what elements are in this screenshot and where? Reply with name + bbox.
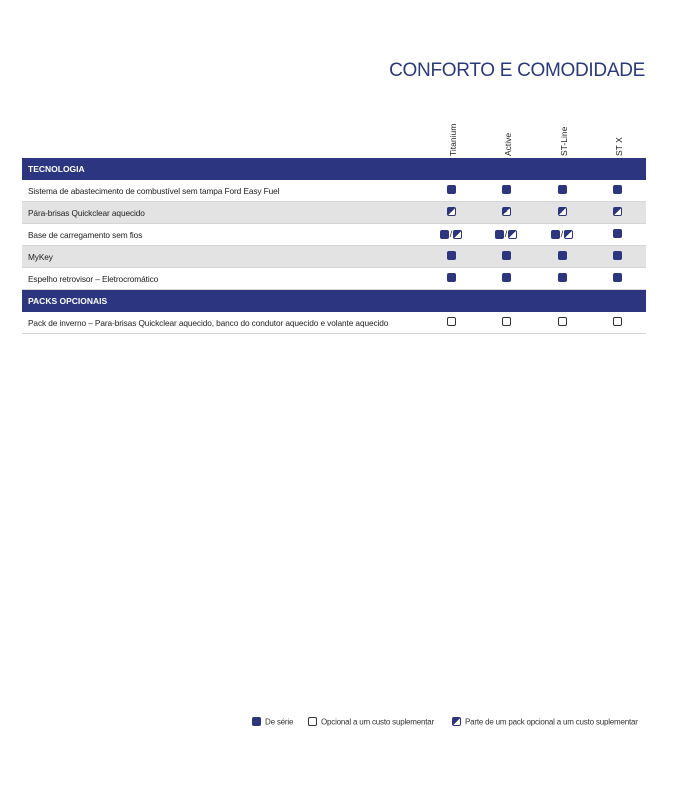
standard-icon xyxy=(440,230,449,239)
cell xyxy=(491,273,521,285)
section-heading-packs-opcionais: PACKS OPCIONAIS xyxy=(22,290,646,312)
pack-icon xyxy=(452,717,461,726)
standard-icon xyxy=(551,230,560,239)
standard-icon xyxy=(495,230,504,239)
row-label: Pára-brisas Quickclear aquecido xyxy=(28,208,145,218)
standard-icon xyxy=(558,251,567,260)
legend-optional: Opcional a um custo suplementar xyxy=(308,717,434,726)
legend-pack: Parte de um pack opcional a um custo suplementar xyxy=(452,717,638,726)
pack-icon xyxy=(564,230,573,239)
section-heading-tecnologia: TECNOLOGIA xyxy=(22,158,646,180)
cell xyxy=(602,317,632,329)
pack-icon xyxy=(502,207,511,216)
standard-icon xyxy=(502,273,511,282)
pack-icon xyxy=(613,207,622,216)
standard-icon xyxy=(558,273,567,282)
table-row xyxy=(22,268,646,290)
feature-table xyxy=(22,158,646,334)
standard-icon xyxy=(558,185,567,194)
cell xyxy=(602,251,632,263)
optional-icon xyxy=(558,317,567,326)
cell xyxy=(491,207,521,219)
standard-icon xyxy=(502,185,511,194)
column-header-st-x: ST X xyxy=(614,137,624,156)
cell xyxy=(436,207,466,219)
cell xyxy=(436,251,466,263)
pack-icon xyxy=(508,230,517,239)
standard-icon xyxy=(613,185,622,194)
table-row xyxy=(22,312,646,334)
cell xyxy=(436,229,466,241)
standard-icon xyxy=(613,251,622,260)
cell xyxy=(436,273,466,285)
cell xyxy=(602,273,632,285)
pack-icon xyxy=(447,207,456,216)
optional-icon xyxy=(502,317,511,326)
cell xyxy=(547,207,577,219)
cell xyxy=(491,317,521,329)
standard-icon xyxy=(252,717,261,726)
standard-icon xyxy=(613,273,622,282)
cell xyxy=(491,185,521,197)
standard-icon xyxy=(613,229,622,238)
cell xyxy=(436,185,466,197)
row-label: Espelho retrovisor – Eletrocromático xyxy=(28,274,159,284)
cell xyxy=(602,229,632,241)
optional-icon xyxy=(613,317,622,326)
table-row xyxy=(22,202,646,224)
row-label: Base de carregamento sem fios xyxy=(28,230,143,240)
cell xyxy=(602,185,632,197)
slash-separator: / xyxy=(560,229,564,239)
cell xyxy=(547,273,577,285)
table-row xyxy=(22,224,646,246)
standard-icon xyxy=(447,251,456,260)
cell xyxy=(436,317,466,329)
legend-standard: De série xyxy=(252,717,293,726)
pack-icon xyxy=(558,207,567,216)
cell xyxy=(547,251,577,263)
optional-icon xyxy=(447,317,456,326)
standard-icon xyxy=(447,185,456,194)
column-header-active: Active xyxy=(503,132,513,156)
column-header-st-line: ST-Line xyxy=(559,126,569,156)
standard-icon xyxy=(447,273,456,282)
cell xyxy=(491,229,521,241)
cell xyxy=(547,185,577,197)
cell xyxy=(547,317,577,329)
row-label: MyKey xyxy=(28,252,53,262)
cell xyxy=(491,251,521,263)
slash-separator: / xyxy=(504,229,508,239)
row-label: Sistema de abastecimento de combustível sem tampa Ford Easy Fuel xyxy=(28,186,280,196)
optional-icon xyxy=(308,717,317,726)
slash-separator: / xyxy=(449,229,453,239)
standard-icon xyxy=(502,251,511,260)
row-label: Pack de inverno – Para-brisas Quickclear aquecido, banco do condutor aquecido e volante aquecido xyxy=(28,318,389,328)
column-header-titanium: Titanium xyxy=(448,123,458,156)
table-row xyxy=(22,180,646,202)
pack-icon xyxy=(453,230,462,239)
cell xyxy=(602,207,632,219)
page-title: CONFORTO E COMODIDADE xyxy=(389,60,645,81)
cell xyxy=(547,229,577,241)
table-row xyxy=(22,246,646,268)
